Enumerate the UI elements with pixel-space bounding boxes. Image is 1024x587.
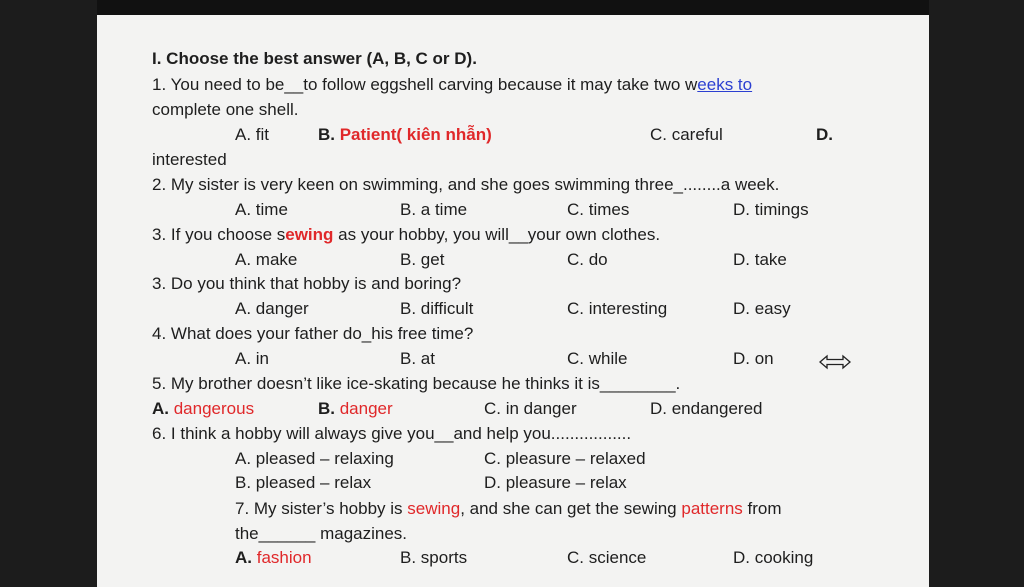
q7-option-a: A. fashion xyxy=(235,548,312,567)
q1-option-d: D. xyxy=(816,125,833,144)
q4-option-b: B. at xyxy=(400,349,435,368)
question-1-line2: complete one shell. xyxy=(152,100,299,119)
q2-option-a: A. time xyxy=(235,200,288,219)
question-2: 2. My sister is very keen on swimming, and she goes swimming three_........a week. xyxy=(152,175,780,194)
q2-option-d: D. timings xyxy=(733,200,809,219)
q3-option-d: D. take xyxy=(733,250,787,269)
q5-option-c: C. in danger xyxy=(484,399,577,418)
q4-option-a: A. in xyxy=(235,349,270,368)
section-title: I. Choose the best answer (A, B, C or D). xyxy=(152,49,477,68)
q3b-option-c: C. interesting xyxy=(567,299,668,318)
q4-option-d: D. on xyxy=(733,349,774,368)
right-black-bar xyxy=(929,0,1024,587)
q7-option-b: B. sports xyxy=(400,548,468,567)
q3-option-c: C. do xyxy=(567,250,608,269)
q4-option-c: C. while xyxy=(567,349,628,368)
question-1-link[interactable]: eeks to xyxy=(697,75,753,94)
q6-option-c: C. pleasure – relaxed xyxy=(484,449,646,468)
top-strip xyxy=(97,0,929,15)
q1-option-a: A. fit xyxy=(235,125,270,144)
q1-option-b: B. Patient( kiên nhẫn) xyxy=(318,125,492,144)
q5-option-d: D. endangered xyxy=(650,399,763,418)
q7-option-d: D. cooking xyxy=(733,548,814,567)
q2-option-b: B. a time xyxy=(400,200,468,219)
q3-option-b: B. get xyxy=(400,250,445,269)
q5-option-b: B. danger xyxy=(318,399,393,418)
question-3: 3. If you choose sewing as your hobby, you will__your own clothes. xyxy=(152,225,661,244)
q3-option-a: A. make xyxy=(235,250,298,269)
q6-option-b: B. pleased – relax xyxy=(235,473,372,492)
q3b-option-d: D. easy xyxy=(733,299,791,318)
q2-option-c: C. times xyxy=(567,200,630,219)
q6-option-d: D. pleasure – relax xyxy=(484,473,627,492)
left-black-bar xyxy=(0,0,97,587)
q1-option-d-text: interested xyxy=(152,150,227,169)
question-3b: 3. Do you think that hobby is and boring? xyxy=(152,274,462,293)
q3b-option-b: B. difficult xyxy=(400,299,474,318)
q7-option-c: C. science xyxy=(567,548,647,567)
q1-option-c: C. careful xyxy=(650,125,723,144)
q6-option-a: A. pleased – relaxing xyxy=(235,449,394,468)
question-4: 4. What does your father do_his free time? xyxy=(152,324,474,343)
q3b-option-a: A. danger xyxy=(235,299,309,318)
question-1: 1. You need to be__to follow eggshell carving because it may take two weeks to xyxy=(152,75,753,94)
question-6: 6. I think a hobby will always give you__and help you................. xyxy=(152,424,632,443)
left-right-arrow-icon xyxy=(819,354,851,370)
q5-option-a: A. dangerous xyxy=(152,399,255,418)
question-7: 7. My sister’s hobby is sewing, and she can get the sewing patterns from xyxy=(235,499,782,518)
question-5: 5. My brother doesn’t like ice-skating because he thinks it is________. xyxy=(152,374,681,393)
question-7-line2: the______ magazines. xyxy=(235,524,408,543)
